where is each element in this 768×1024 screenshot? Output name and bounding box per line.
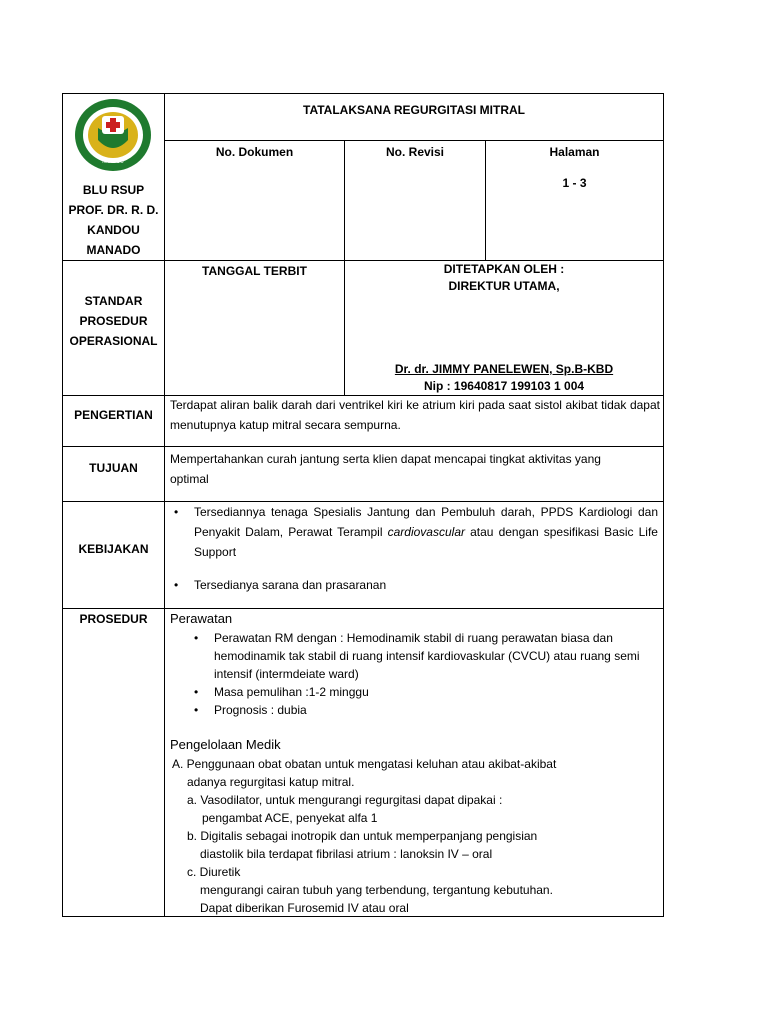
issue-date-label: TANGGAL TERBIT xyxy=(202,264,307,278)
row-divider-pengertian xyxy=(62,446,664,447)
director-title: DIREKTUR UTAMA, xyxy=(448,279,560,293)
doc-number-label: No. Dokumen xyxy=(215,145,294,159)
prosedur-content xyxy=(170,609,660,917)
medik-line: adanya regurgitasi katup mitral. xyxy=(187,775,355,789)
approval-block xyxy=(345,261,663,295)
medik-line: b. Digitalis sebagai inotropik dan untuk memperpanjang pengisian xyxy=(187,829,538,843)
logo-lettering: KANDOU xyxy=(102,159,124,165)
medik-heading: Pengelolaan Medik xyxy=(170,737,281,752)
perawatan-heading: Perawatan xyxy=(170,611,233,626)
set-by-label: DITETAPKAN OLEH : xyxy=(443,262,565,276)
title-divider xyxy=(164,140,664,141)
director-nip: Nip : 19640817 199103 1 004 xyxy=(423,379,585,393)
institution-line: BLU RSUP xyxy=(82,183,145,197)
document-title: TATALAKSANA REGURGITASI MITRAL xyxy=(303,103,525,117)
medik-line: mengurangi cairan tubuh yang terbendung, tergantung kebutuhan. xyxy=(200,883,553,897)
medik-line: diastolik bila terdapat fibrilasi atrium : lanoksin IV – oral xyxy=(200,847,493,861)
kebijakan-item: • Tersedianya sarana dan prasaranan xyxy=(172,575,658,595)
page-label: Halaman xyxy=(549,145,600,159)
perawatan-item: • Prognosis : dubia xyxy=(192,701,660,719)
institution-name xyxy=(63,180,164,260)
medik-line: A. Penggunaan obat obatan untuk mengatasi keluhan atau akibat-akibat xyxy=(172,757,557,771)
sop-label-line: PROSEDUR xyxy=(79,314,148,328)
revision-label: No. Revisi xyxy=(385,145,445,159)
perawatan-item: • Masa pemulihan :1-2 minggu xyxy=(192,683,660,701)
column-divider xyxy=(164,93,165,917)
tujuan-text: Mempertahankan curah jantung serta klien dapat mencapai tingkat aktivitas yang optimal xyxy=(170,452,601,486)
tujuan-label: TUJUAN xyxy=(89,461,138,475)
sop-label-line: STANDAR xyxy=(84,294,143,308)
institution-line: MANADO xyxy=(86,243,141,257)
page-value: 1 - 3 xyxy=(562,176,587,190)
perawatan-item: • Perawatan RM dengan : Hemodinamik stabil di ruang perawatan biasa dan hemodinamik tak stabil di ruang intensif kardiovaskular (CVCU) atau ruang semi intensif (intermdeiate ward) xyxy=(192,629,660,683)
medik-line: pengambat ACE, penyekat alfa 1 xyxy=(202,811,378,825)
kebijakan-item: • Tersediannya tenaga Spesialis Jantung dan Pembuluh darah, PPDS Kardiologi dan Penyakit Dalam, Perawat Terampil cardiovascular atau dengan spesifikasi Basic Life Support xyxy=(172,502,658,562)
pengertian-text: Terdapat aliran balik darah dari ventrikel kiri ke atrium kiri pada saat sistol akibat tidak dapat menutupnya katup mitral secara sempurna. xyxy=(170,398,660,432)
hospital-logo xyxy=(74,98,152,172)
sop-label-line: OPERASIONAL xyxy=(69,334,158,348)
table-border-top xyxy=(62,93,664,94)
prosedur-label: PROSEDUR xyxy=(79,612,148,626)
medik-line: c. Diuretik xyxy=(187,865,241,879)
kebijakan-label: KEBIJAKAN xyxy=(78,542,149,556)
medik-line: a. Vasodilator, untuk mengurangi regurgitasi dapat dipakai : xyxy=(187,793,503,807)
institution-line: KANDOU xyxy=(87,223,140,237)
table-border-right xyxy=(663,93,664,917)
director-name: Dr. dr. JIMMY PANELEWEN, Sp.B-KBD xyxy=(394,362,614,376)
institution-line: PROF. DR. R. D. xyxy=(68,203,159,217)
signatory-block xyxy=(345,361,663,395)
medik-line: Dapat diberikan Furosemid IV atau oral xyxy=(200,901,409,915)
pengertian-label: PENGERTIAN xyxy=(74,408,153,422)
kebijakan-list xyxy=(172,502,658,595)
sop-label xyxy=(63,291,164,351)
